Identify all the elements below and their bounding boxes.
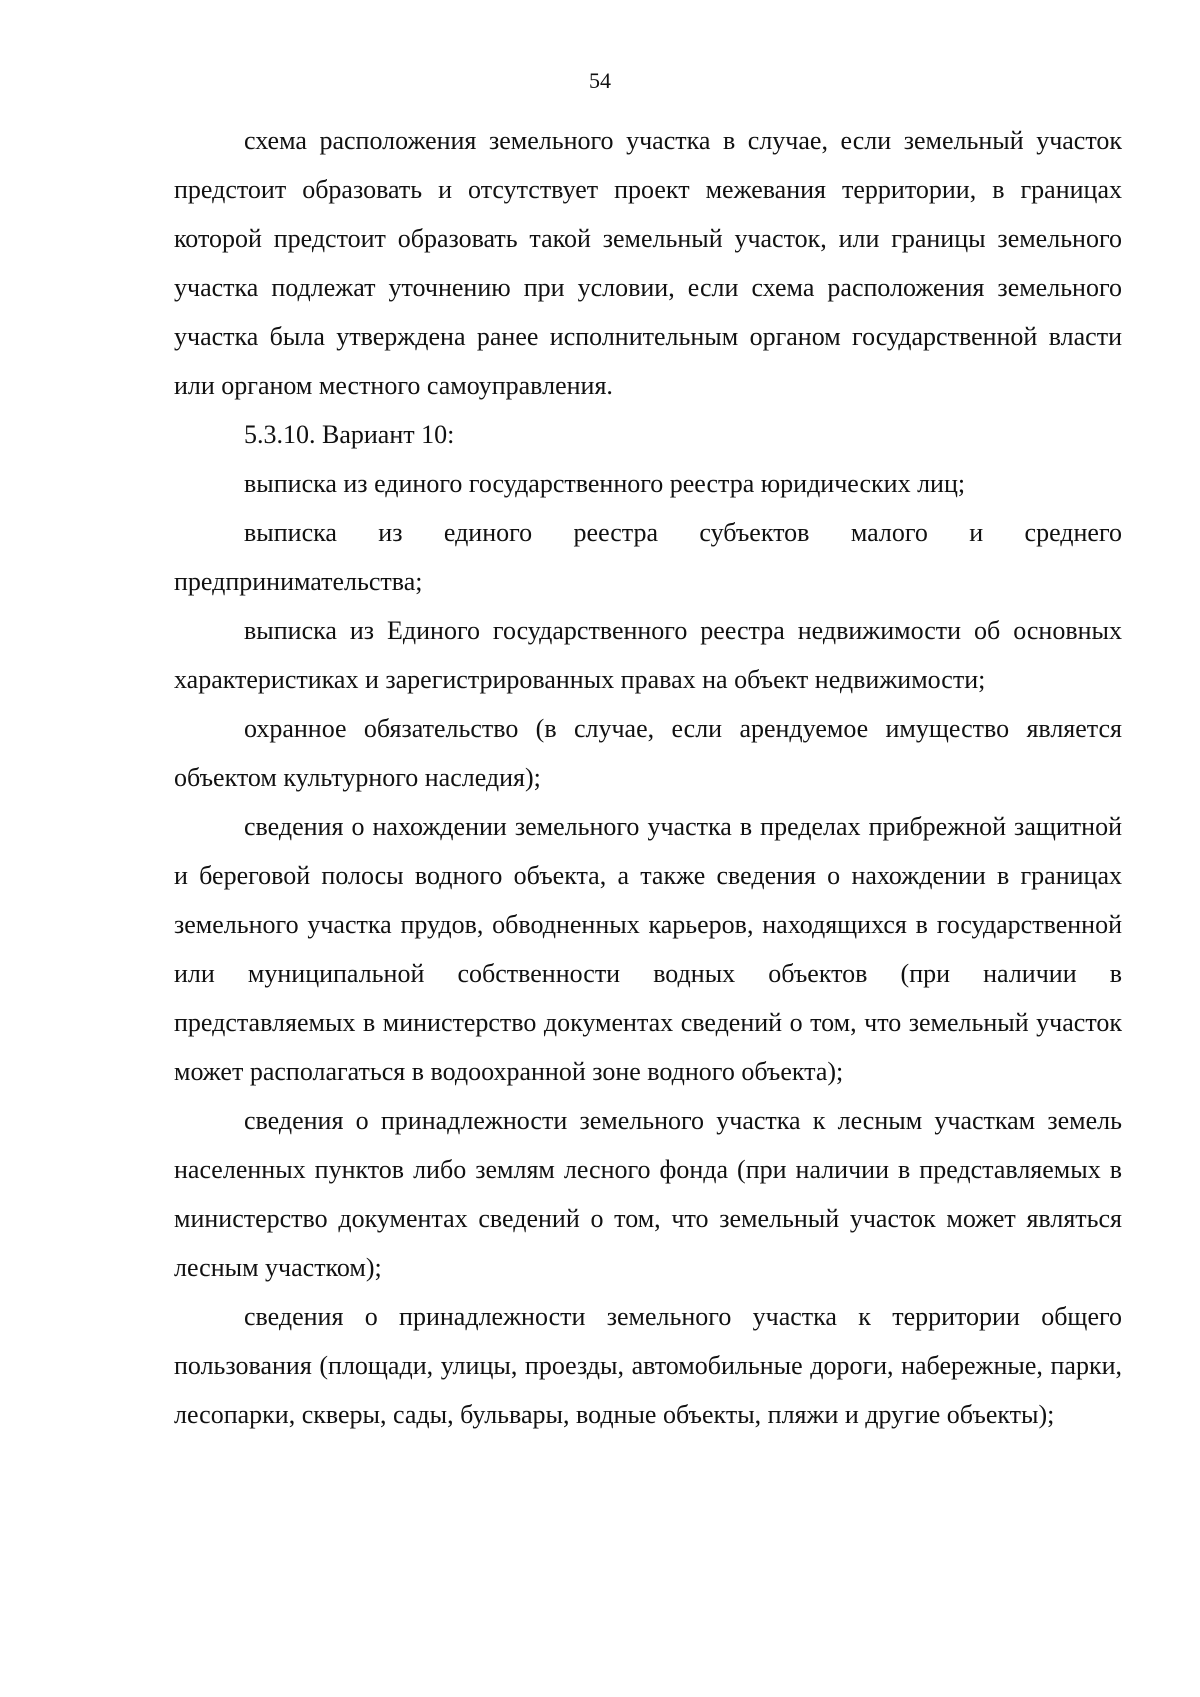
paragraph-land-plot-scheme: схема расположения земельного участка в случае, если земельный участок предстоит образовать и отсутствует проект межевания территории, в границах которой предстоит образовать такой земельный участок, или границы земельного участка подлежат уточнению при условии, если схема расположения земельного участка была утверждена ранее исполнительным органом государственной власти или органом местного самоуправления.: [174, 126, 1122, 400]
paragraph-real-estate-register: выписка из Единого государственного реестра недвижимости об основных характеристиках и зарегистрированных правах на объект недвижимости;: [174, 616, 1122, 694]
paragraph-legal-entities-register: выписка из единого государственного реестра юридических лиц;: [244, 469, 966, 498]
paragraph-forest-plot-info: сведения о принадлежности земельного участка к лесным участкам земель населенных пунктов либо землям лесного фонда (при наличии в представляемых в министерство документах сведений о том, что земельный участок может являться лесным участком);: [174, 1106, 1122, 1282]
paragraph-small-business-register: выписка из единого реестра субъектов малого и среднего предпринимательства;: [174, 518, 1122, 596]
paragraph-water-object-info: сведения о нахождении земельного участка в пределах прибрежной защитной и береговой полосы водного объекта, а также сведения о нахождении в границах земельного участка прудов, обводненных карьеров, находящихся в государственной или муниципальной собственности водных объектов (при наличии в представляемых в министерство документах сведений о том, что земельный участок может располагаться в водоохранной зоне водного объекта);: [174, 812, 1122, 1086]
paragraph-variant-10-heading: 5.3.10. Вариант 10:: [244, 420, 455, 449]
page-number: 54: [589, 68, 611, 93]
paragraph-public-territory-info: сведения о принадлежности земельного участка к территории общего пользования (площади, улицы, проезды, автомобильные дороги, набережные, парки, лесопарки, скверы, сады, бульвары, водные объекты, пляжи и другие объекты);: [174, 1302, 1122, 1429]
document-body: [174, 116, 1122, 1439]
paragraph-protection-obligation: охранное обязательство (в случае, если арендуемое имущество является объектом культурного наследия);: [174, 714, 1122, 792]
